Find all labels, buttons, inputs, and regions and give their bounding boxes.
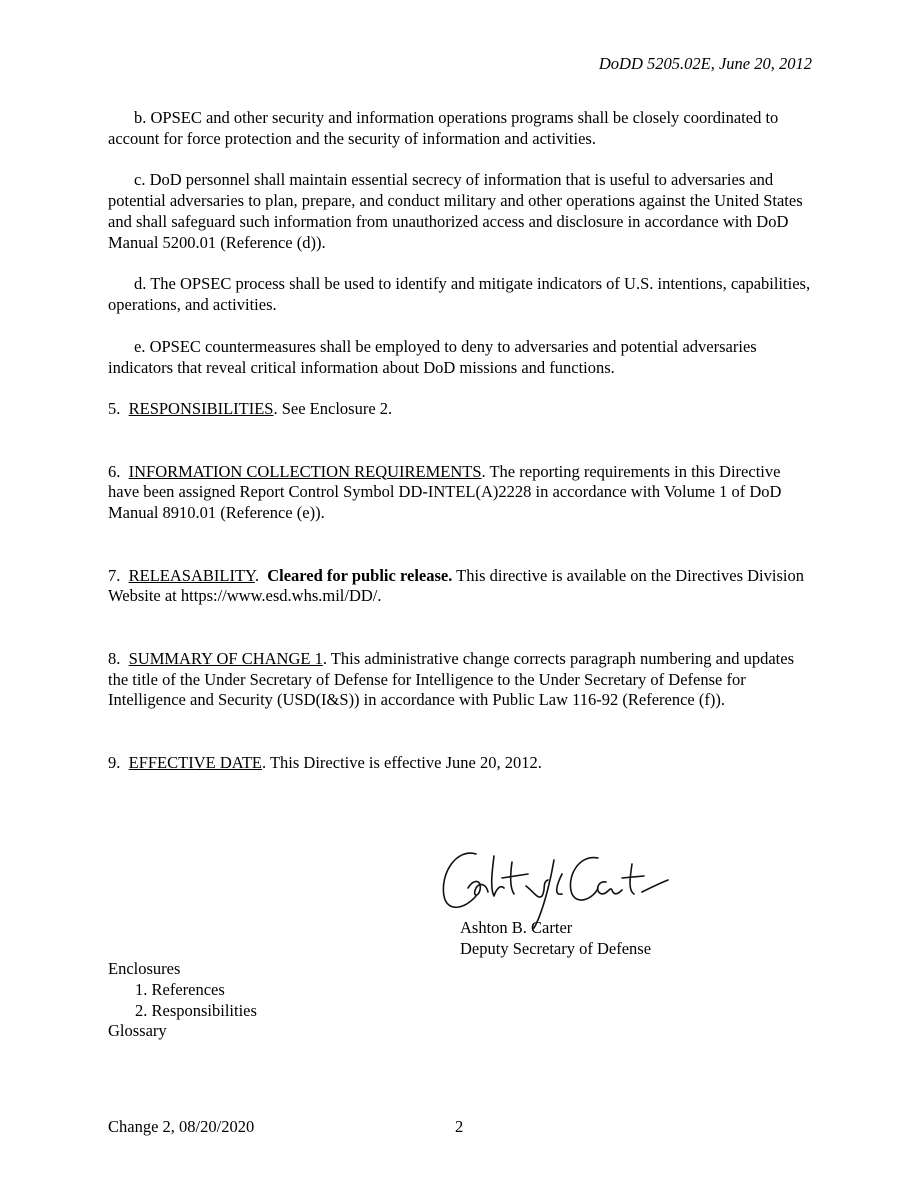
section-title: EFFECTIVE DATE xyxy=(128,752,262,772)
enclosures-heading: Enclosures xyxy=(108,959,181,978)
section-number: 7. xyxy=(108,565,121,585)
section-number: 8. xyxy=(108,648,121,668)
section-text: The reporting requirements in this Directive have been assigned Report Control Symbol DD-INTEL(A)2228 in accordance with Volume 1 of DoD Manual 8910.01 (Reference (e)). xyxy=(108,461,782,523)
section-8-summary-of-change: 8. SUMMARY OF CHANGE 1. This administrative change corrects paragraph numbering and updates the title of the Under Secretary of Defense for Intelligence to the Under Secretary of Defense for Intelligence and Security (USD(I&S)) in accordance with Public Law 116-92 (Reference (f)). xyxy=(108,648,795,710)
document-id-header: DoDD 5205.02E, June 20, 2012 xyxy=(598,54,812,73)
section-text: See Enclosure 2. xyxy=(277,399,393,419)
enclosure-item: 1. References xyxy=(135,979,225,999)
section-title: SUMMARY OF CHANGE 1 xyxy=(128,648,323,668)
glossary-label: Glossary xyxy=(108,1021,167,1041)
signature-block xyxy=(460,918,651,960)
subparagraph-b: b. OPSEC and other security and information operations programs shall be closely coordinated to account for force protection and the security of information and activities. xyxy=(108,108,779,148)
public-release-statement: Cleared for public release. xyxy=(267,565,453,585)
page-number: 2 xyxy=(455,1117,464,1136)
signer-title: Deputy Secretary of Defense xyxy=(460,938,652,958)
enclosures-list xyxy=(108,959,257,1042)
section-number: 6. xyxy=(108,461,121,481)
subparagraph-c: c. DoD personnel shall maintain essential secrecy of information that is useful to adversaries and potential adversaries to plan, prepare, and conduct military and other operations against the United States and shall safeguard such information from unauthorized access and disclosure in accordance with DoD Manual 5200.01 (Reference (d)). xyxy=(108,170,803,252)
section-number: 9. xyxy=(108,752,121,772)
section-6-information-collection: 6. INFORMATION COLLECTION REQUIREMENTS. The reporting requirements in this Directive have been assigned Report Control Symbol DD-INTEL(A)2228 in accordance with Volume 1 of DoD Manual 8910.01 (Reference (e)). xyxy=(108,461,782,523)
enclosure-item: 2. Responsibilities xyxy=(135,1000,257,1020)
subparagraph-d: d. The OPSEC process shall be used to identify and mitigate indicators of U.S. intentions, capabilities, operations, and activities. xyxy=(108,274,811,315)
subparagraph-e: e. OPSEC countermeasures shall be employed to deny to adversaries and potential adversaries indicators that reveal critical information about DoD missions and functions. xyxy=(108,336,757,377)
section-5-responsibilities: 5. RESPONSIBILITIES. See Enclosure 2. xyxy=(108,399,393,419)
section-title: RESPONSIBILITIES xyxy=(128,399,274,419)
section-title: INFORMATION COLLECTION REQUIREMENTS xyxy=(128,461,482,481)
section-7-releasability: 7. RELEASABILITY. Cleared for public release. This directive is available on the Directives Division Website at https://www.esd.whs.mil/DD/. xyxy=(108,565,804,606)
section-9-effective-date: 9. EFFECTIVE DATE. This Directive is effective June 20, 2012. xyxy=(108,752,542,772)
change-footer: Change 2, 08/20/2020 xyxy=(108,1117,255,1136)
section-text: This Directive is effective June 20, 2012. xyxy=(266,752,542,772)
section-title: RELEASABILITY xyxy=(128,565,255,585)
section-text: This directive is available on the Directives Division Website at https://www.esd.whs.mil/DD/. xyxy=(108,565,804,606)
directive-body xyxy=(108,108,813,774)
signer-name: Ashton B. Carter xyxy=(460,918,573,937)
section-number: 5. xyxy=(108,399,121,419)
section-text: This administrative change corrects paragraph numbering and updates the title of the Under Secretary of Defense for Intelligence to the Under Secretary of Defense for Intelligence and Security (USD(I&S)) in accordance with Public Law 116-92 (Reference (f)). xyxy=(108,648,795,710)
